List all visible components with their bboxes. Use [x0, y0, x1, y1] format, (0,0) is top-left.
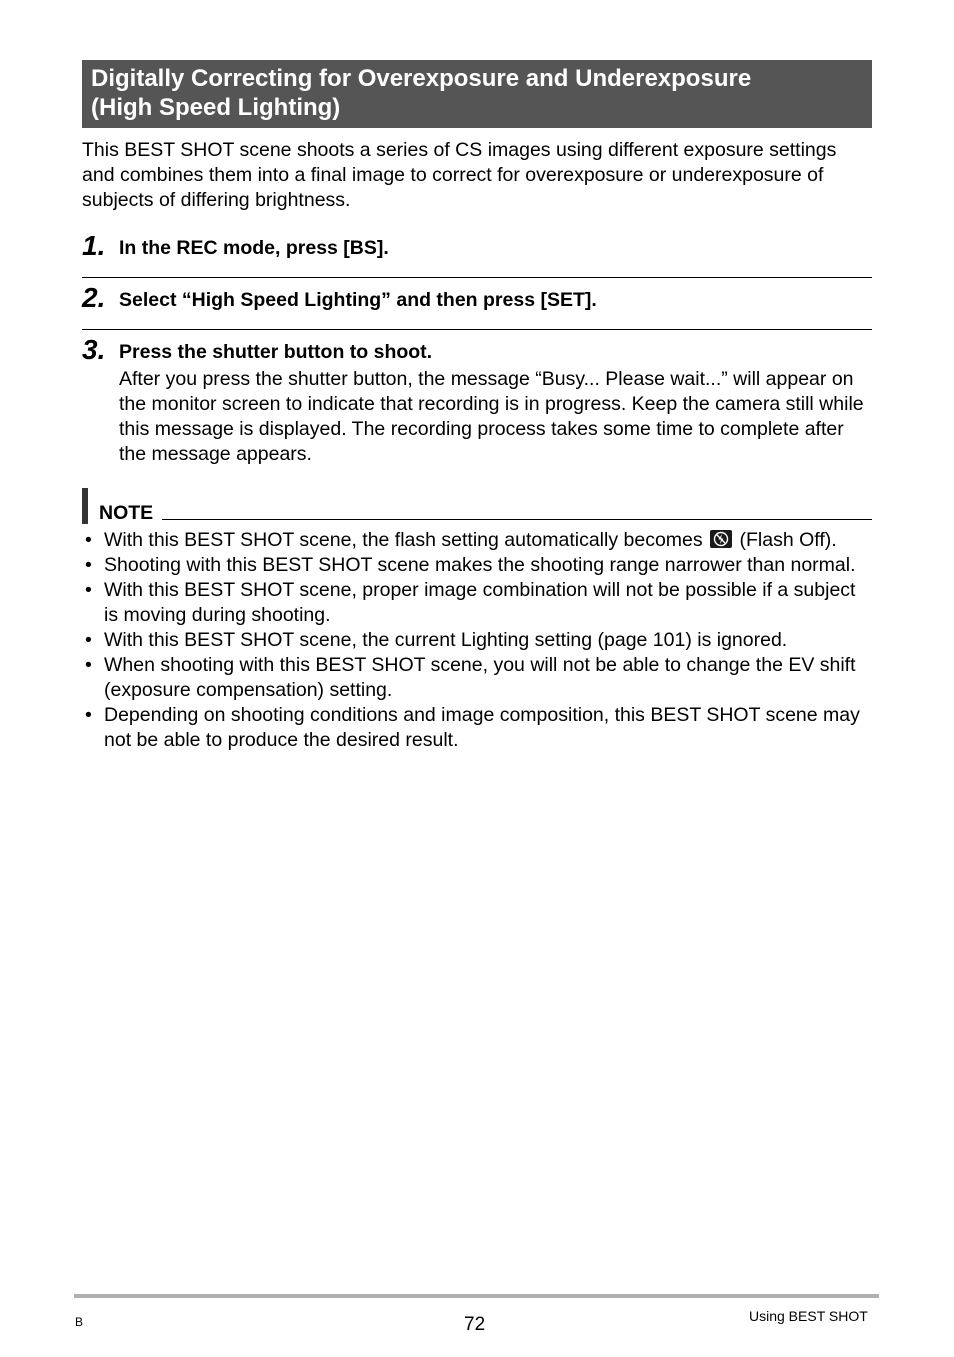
list-item	[82, 703, 872, 753]
section-title-line-2: (High Speed Lighting)	[91, 94, 341, 121]
note-text: With this BEST SHOT scene, the current Lighting setting (page 101) is ignored.	[104, 629, 788, 651]
bullet: •	[85, 529, 92, 551]
note-divider	[162, 519, 872, 520]
note-text: Shooting with this BEST SHOT scene makes the shooting range narrower than normal.	[104, 554, 856, 576]
step-body: After you press the shutter button, the message “Busy... Please wait...” will appear on the monitor screen to indicate that recording is in progress. Keep the camera still while this message is displayed. The recording process takes some time to complete after the message appears.	[119, 368, 864, 465]
bullet: •	[85, 654, 92, 676]
note-list	[82, 528, 872, 753]
note-marker	[82, 488, 88, 524]
intro-paragraph: This BEST SHOT scene shoots a series of CS images using different exposure settings and combines them into a final image to correct for overexposure or underexposure of subjects of differing brightness.	[82, 139, 837, 211]
footer-language-mark: B	[75, 1315, 84, 1329]
page-number: 72	[464, 1314, 486, 1335]
list-item	[82, 653, 872, 703]
note-label: NOTE	[99, 502, 154, 524]
step-number: 3.	[82, 334, 106, 365]
bullet: •	[85, 704, 92, 726]
list-item	[82, 553, 872, 578]
flash-off-icon	[710, 530, 732, 548]
step-heading: Select “High Speed Lighting” and then press [SET].	[119, 289, 597, 311]
section-title	[91, 64, 862, 122]
note-text: With this BEST SHOT scene, the flash setting automatically becomes	[104, 529, 703, 551]
note-text: When shooting with this BEST SHOT scene, you will not be able to change the EV shift (exposure compensation) setting.	[104, 654, 856, 701]
list-item	[82, 578, 872, 628]
step-number: 1.	[82, 230, 106, 261]
step-divider	[82, 329, 872, 330]
footer-divider	[74, 1294, 879, 1298]
bullet: •	[85, 554, 92, 576]
bullet: •	[85, 629, 92, 651]
list-item	[82, 628, 872, 653]
note-text: (Flash Off).	[739, 529, 837, 551]
list-item	[82, 528, 872, 553]
step-heading: In the REC mode, press [BS].	[119, 237, 389, 259]
footer-section-title: Using BEST SHOT	[749, 1308, 868, 1324]
section-title-line-1: Digitally Correcting for Overexposure and Underexposure	[91, 65, 752, 92]
step-number: 2.	[82, 282, 106, 313]
section-title-bar	[82, 60, 872, 128]
bullet: •	[85, 579, 92, 601]
note-text: Depending on shooting conditions and image composition, this BEST SHOT scene may not be able to produce the desired result.	[104, 704, 860, 751]
note-text: With this BEST SHOT scene, proper image combination will not be possible if a subject is moving during shooting.	[104, 579, 856, 626]
step-divider	[82, 277, 872, 278]
step-heading: Press the shutter button to shoot.	[119, 341, 433, 363]
